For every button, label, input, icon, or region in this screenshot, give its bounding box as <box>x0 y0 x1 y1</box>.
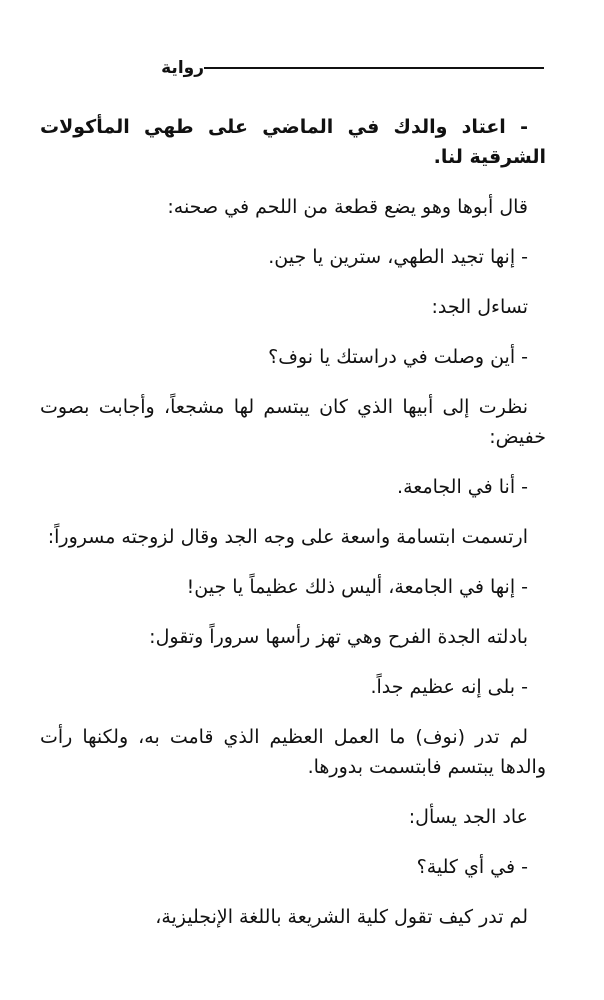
page-header <box>153 56 544 80</box>
paragraph-dialogue: - اعتاد والدك في الماضي على طهي المأكولات الشرقية لنا. <box>40 116 546 168</box>
paragraph-dialogue: - بلى إنه عظيم جداً. <box>370 676 528 698</box>
paragraph-narration: بادلته الجدة الفرح وهي تهز رأسها سروراً وتقول: <box>149 626 528 648</box>
paragraph-narration: قال أبوها وهو يضع قطعة من اللحم في صحنه: <box>167 196 528 218</box>
paragraph-dialogue: - في أي كلية؟ <box>416 856 528 878</box>
paragraph-narration: ارتسمت ابتسامة واسعة على وجه الجد وقال لزوجته مسروراً: <box>47 526 528 548</box>
paragraph-dialogue: - إنها تجيد الطهي، سترين يا جين. <box>268 246 528 268</box>
running-title: رواية <box>161 58 204 78</box>
paragraph-dialogue: - أنا في الجامعة. <box>397 476 528 498</box>
paragraph-narration: عاد الجد يسأل: <box>408 806 528 828</box>
paragraph-dialogue: - إنها في الجامعة، أليس ذلك عظيماً يا جين! <box>186 576 528 598</box>
paragraph-narration: تساءل الجد: <box>431 296 528 318</box>
header-rule <box>204 67 544 69</box>
paragraph-narration: لم تدر (نوف) ما العمل العظيم الذي قامت به، ولكنها رأت والدها يبتسم فابتسمت بدورها. <box>40 726 546 778</box>
paragraph-narration: لم تدر كيف تقول كلية الشريعة باللغة الإنجليزية، <box>155 906 528 928</box>
page-body <box>40 112 546 952</box>
paragraph-narration: نظرت إلى أبيها الذي كان يبتسم لها مشجعاً، وأجابت بصوت خفيض: <box>40 396 546 448</box>
paragraph-dialogue: - أين وصلت في دراستك يا نوف؟ <box>268 346 528 368</box>
